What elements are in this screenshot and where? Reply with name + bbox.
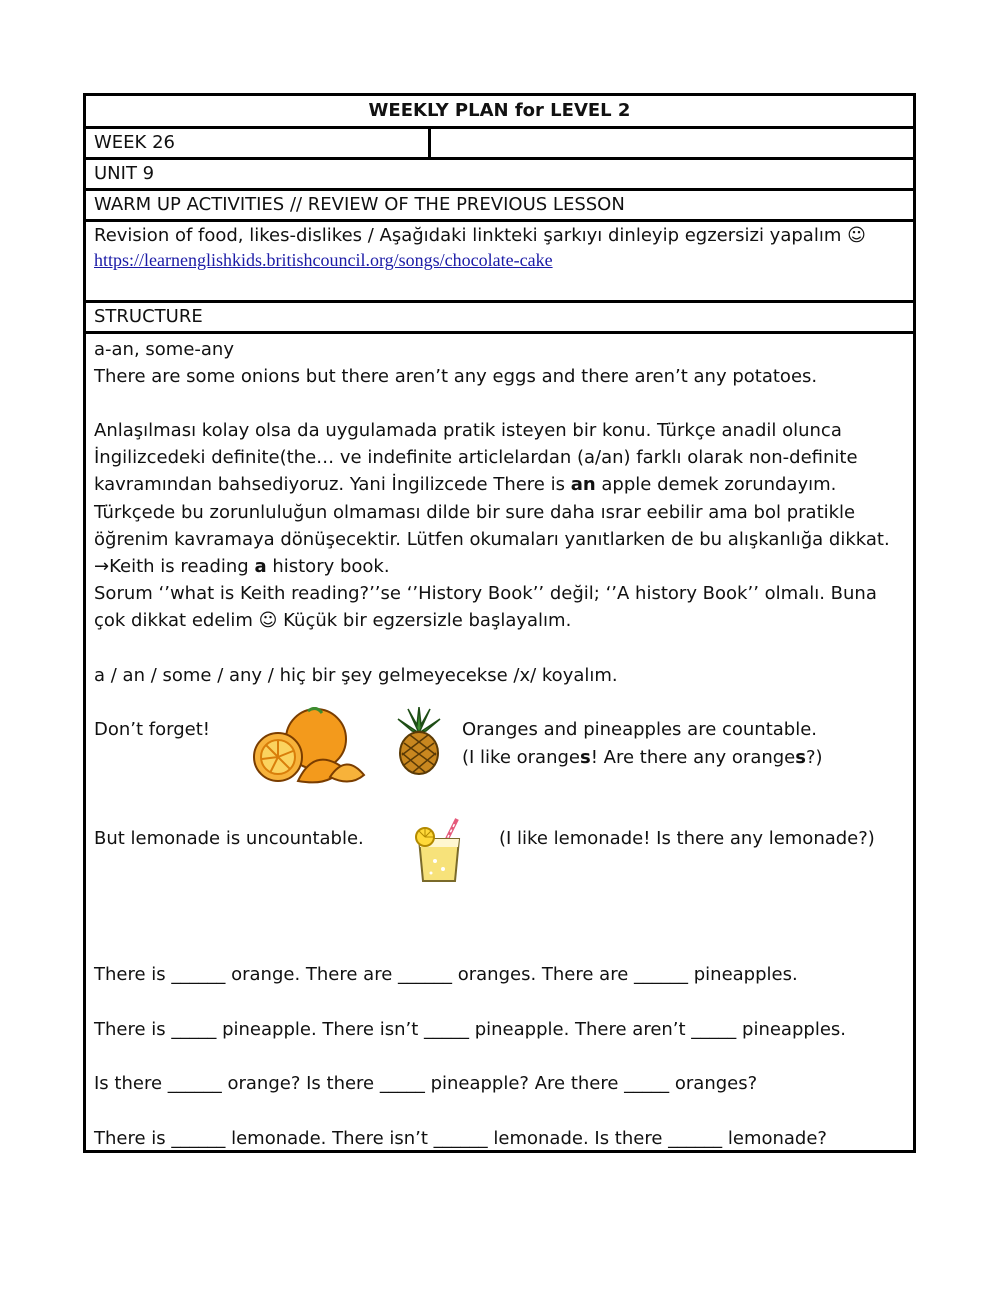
question-note: Sorum ‘’what is Keith reading?’’se ‘’History Book’’ değil; ‘’A history Book’’ olmalı. Buna çok dikkat edelim ☺ Küçük bir egzersizle başlayalım. bbox=[94, 583, 877, 632]
pineapple-icon bbox=[390, 707, 448, 775]
structure-example: There are some onions but there aren’t any eggs and there aren’t any potatoes. bbox=[94, 366, 818, 387]
countable-example bbox=[462, 744, 823, 772]
weekly-plan-sheet bbox=[83, 93, 916, 1153]
song-link[interactable]: https://learnenglishkids.britishcouncil.org/songs/chocolate-cake bbox=[94, 250, 553, 270]
week-row bbox=[86, 129, 913, 160]
page-title: WEEKLY PLAN for LEVEL 2 bbox=[86, 96, 913, 129]
exercise-line-2[interactable]: There is _____ pineapple. There isn’t _____ pineapple. There aren’t _____ pineapples. bbox=[94, 1019, 846, 1040]
keith-example-bold: a bbox=[254, 556, 267, 577]
structure-topic: a-an, some-any bbox=[94, 339, 234, 360]
warmup-section bbox=[86, 222, 913, 303]
week-divider bbox=[428, 129, 431, 157]
instruction-text: a / an / some / any / hiç bir şey gelmeyecekse /x/ koyalım. bbox=[94, 665, 618, 686]
countable-example-part-3: ?) bbox=[805, 747, 823, 768]
uncountable-example: (I like lemonade! Is there any lemonade?) bbox=[499, 828, 875, 849]
structure-explanation bbox=[94, 417, 905, 553]
exercise-line-1[interactable]: There is ______ orange. There are ______ oranges. There are ______ pineapples. bbox=[94, 964, 798, 985]
warmup-heading: WARM UP ACTIVITIES // REVIEW OF THE PREVIOUS LESSON bbox=[86, 191, 913, 222]
structure-heading: STRUCTURE bbox=[86, 303, 913, 334]
countable-example-part-2: ! Are there any orange bbox=[590, 747, 796, 768]
dont-forget-label: Don’t forget! bbox=[94, 719, 210, 740]
countable-example-bold-2: s bbox=[795, 747, 806, 768]
uncountable-text: But lemonade is uncountable. bbox=[94, 828, 364, 849]
countable-example-part-1: (I like orange bbox=[462, 747, 580, 768]
unit-label: UNIT 9 bbox=[86, 160, 913, 191]
countable-example-bold-1: s bbox=[579, 747, 591, 768]
keith-example-part-2: history book. bbox=[266, 556, 390, 577]
exercise-line-4[interactable]: There is ______ lemonade. There isn’t ______ lemonade. Is there ______ lemonade? bbox=[94, 1128, 827, 1149]
lemonade-glass-icon bbox=[411, 817, 465, 885]
exercise-line-3[interactable]: Is there ______ orange? Is there _____ pineapple? Are there _____ oranges? bbox=[94, 1073, 758, 1094]
explanation-part-1: Anlaşılması kolay olsa da uygulamada pratik isteyen bir konu. Türkçe anadil olunca İngilizcedeki definite(the… ve indefinite articlelardan (a/an) farklı olarak non-definite kavramından bahsediyoruz. Yani İngilizcede There is bbox=[94, 420, 858, 496]
countable-text: Oranges and pineapples are countable. bbox=[462, 719, 818, 740]
warmup-text: Revision of food, likes-dislikes / Aşağıdaki linkteki şarkıyı dinleyip egzersizi yapalım ☺ bbox=[94, 225, 866, 246]
keith-example bbox=[94, 553, 390, 580]
explanation-bold: an bbox=[570, 474, 596, 496]
explanation-part-2: apple demek zorundayım. Türkçede bu zorunluluğun olmaması dilde bir sure daha ısrar eebilir ama bol pratikle öğrenim kavramaya dönüşecektir. Lütfen okumaları yanıtlarken de bu alışkanlığa dikkat. bbox=[94, 474, 890, 550]
oranges-icon bbox=[250, 707, 368, 789]
keith-example-part-1: →Keith is reading bbox=[94, 556, 255, 577]
week-label: WEEK 26 bbox=[94, 132, 175, 153]
